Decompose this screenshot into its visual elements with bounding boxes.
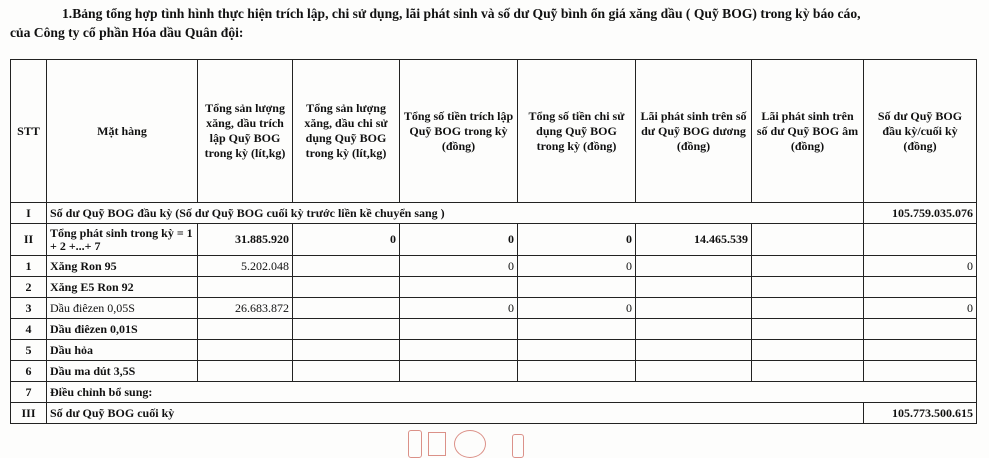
closing-balance: 105.773.500.615: [864, 403, 977, 424]
header-vol-in: Tổng sản lượng xăng, dầu trích lập Quỹ BOG trong kỳ (lít,kg): [198, 60, 293, 203]
table-row-closing: [11, 403, 977, 424]
row-label: Tổng phát sinh trong kỳ = 1 + 2 +...+ 7: [47, 224, 198, 256]
row-label: Xăng Ron 95: [47, 256, 198, 277]
row-stt: II: [11, 224, 47, 256]
row-stt: 2: [11, 277, 47, 298]
row-stt: I: [11, 203, 47, 224]
cell-balance: 0: [864, 298, 977, 319]
cell-vol-out: [293, 298, 400, 319]
row-stt: 6: [11, 361, 47, 382]
cell-amt-out: 0: [518, 256, 636, 277]
row-label: Điều chỉnh bổ sung:: [47, 382, 977, 403]
table-row-opening: [11, 203, 977, 224]
table-row: [11, 277, 977, 298]
header-vol-out: Tổng sản lượng xăng, dầu chi sử dụng Quỹ BOG trong kỳ (lít,kg): [293, 60, 400, 203]
cell-amt-in: 0: [400, 298, 518, 319]
report-heading: [10, 4, 982, 42]
row-label: Dầu điêzen 0,01S: [47, 319, 198, 340]
cell-vol-out: [293, 256, 400, 277]
header-amt-out: Tổng số tiền chi sử dụng Quỹ BOG trong kỳ (đồng): [518, 60, 636, 203]
row-label: Số dư Quỹ BOG đầu kỳ (Số dư Quỹ BOG cuối kỳ trước liền kề chuyển sang ): [47, 203, 864, 224]
cell-amt-out: 0: [518, 224, 636, 256]
table-row-total: [11, 224, 977, 256]
header-int-neg: Lãi phát sinh trên số dư Quỹ BOG âm (đồng): [752, 60, 864, 203]
table-row: [11, 361, 977, 382]
row-label: Dầu ma dút 3,5S: [47, 361, 198, 382]
table-row: [11, 319, 977, 340]
red-stamp-mark: [402, 428, 532, 458]
cell-vol-in: 5.202.048: [198, 256, 293, 277]
cell-amt-in: 0: [400, 256, 518, 277]
cell-int-pos: 14.465.539: [636, 224, 752, 256]
header-int-pos: Lãi phát sinh trên số dư Quỹ BOG dương (đồng): [636, 60, 752, 203]
row-stt: 5: [11, 340, 47, 361]
cell-vol-in: 31.885.920: [198, 224, 293, 256]
cell-vol-in: 26.683.872: [198, 298, 293, 319]
cell-balance: 0: [864, 256, 977, 277]
cell-amt-in: 0: [400, 224, 518, 256]
cell-vol-out: 0: [293, 224, 400, 256]
table-row: [11, 340, 977, 361]
header-balance: Số dư Quỹ BOG đầu kỳ/cuối kỳ (đồng): [864, 60, 977, 203]
row-stt: 3: [11, 298, 47, 319]
row-label: Số dư Quỹ BOG cuối kỳ: [47, 403, 864, 424]
header-amt-in: Tổng số tiền trích lập Quỹ BOG trong kỳ (đồng): [400, 60, 518, 203]
heading-line-1: 1.Bảng tổng hợp tình hình thực hiện trích lập, chi sử dụng, lãi phát sinh và số dư Quỹ bình ổn giá xăng dầu ( Quỹ BOG) trong kỳ báo cáo,: [62, 6, 861, 21]
table-row: [11, 298, 977, 319]
row-stt: 4: [11, 319, 47, 340]
cell-amt-out: 0: [518, 298, 636, 319]
cell-int-neg: [752, 298, 864, 319]
heading-line-2: của Công ty cổ phần Hóa dầu Quân đội:: [10, 25, 244, 40]
row-stt: 7: [11, 382, 47, 403]
row-stt: III: [11, 403, 47, 424]
row-label: Xăng E5 Ron 92: [47, 277, 198, 298]
bog-summary-table: [10, 59, 977, 424]
cell-int-neg: [752, 256, 864, 277]
table-row: [11, 256, 977, 277]
row-stt: 1: [11, 256, 47, 277]
cell-int-pos: [636, 298, 752, 319]
row-label: Dầu điêzen 0,05S: [47, 298, 198, 319]
row-label: Dầu hỏa: [47, 340, 198, 361]
opening-balance: 105.759.035.076: [864, 203, 977, 224]
cell-int-pos: [636, 256, 752, 277]
cell-int-neg: [752, 224, 864, 256]
header-stt: STT: [11, 60, 47, 203]
header-row: [11, 60, 977, 203]
header-item: Mặt hàng: [47, 60, 198, 203]
table-row: [11, 382, 977, 403]
cell-balance: [864, 224, 977, 256]
